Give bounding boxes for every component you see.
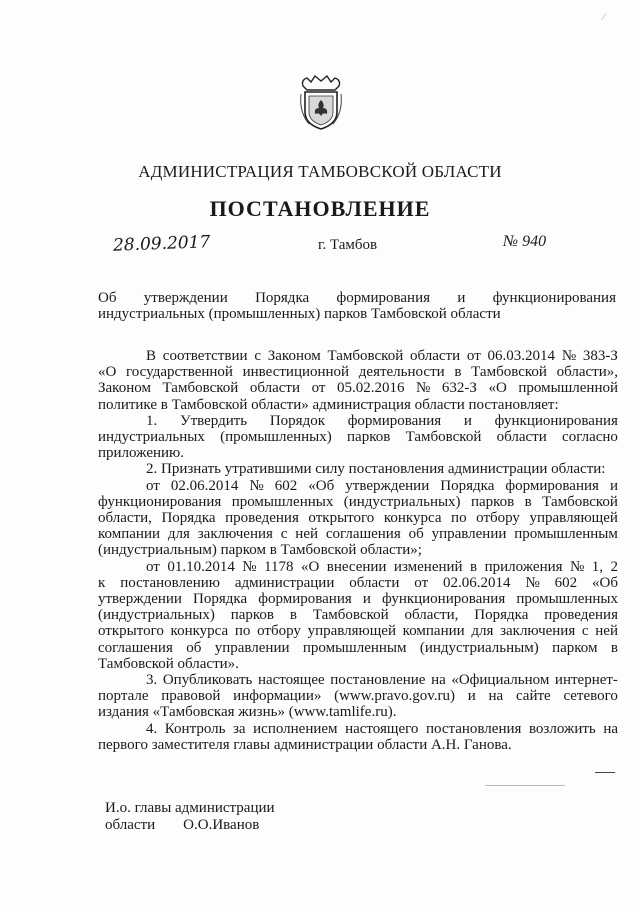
margin-mark: [595, 772, 615, 773]
body-line: В соответствии с Законом Тамбовской области от 06.03.2014 № 383-З: [146, 348, 618, 364]
body-line: 4. Контроль за исполнением настоящего постановления возложить на: [146, 720, 618, 737]
document-city: г. Тамбов: [318, 237, 378, 253]
body-line: первого заместителя главы администрации области А.Н. Ганова.: [98, 736, 512, 753]
body-line: (индустриальных) парков в Тамбовской области, Порядка проведения: [98, 607, 618, 624]
body-line: индустриальных (промышленных) парков Тамбовской области согласно: [98, 429, 618, 446]
scan-mark: ⁄: [603, 12, 605, 23]
subject-word: функционирования: [492, 290, 616, 306]
document-number: № 940: [503, 233, 547, 250]
body-line: утверждении Порядка формирования и функционирования промышленных: [98, 591, 618, 608]
subject-word: утверждении: [143, 290, 228, 306]
subject-word: Порядка: [255, 290, 310, 306]
subject-word: и: [457, 290, 466, 306]
body-line: портале правовой информации» (www.pravo.gov.ru) и на сайте сетевого: [98, 688, 618, 705]
signatory-title: И.о. главы администрации: [105, 800, 275, 816]
body-line: от 02.06.2014 № 602 «Об утверждении Порядка формирования и: [146, 477, 618, 494]
organization-name: АДМИНИСТРАЦИЯ ТАМБОВСКОЙ ОБЛАСТИ: [138, 162, 502, 181]
document-type: ПОСТАНОВЛЕНИЕ: [209, 196, 431, 221]
body-line: (индустриальным) парком в Тамбовской области»;: [98, 542, 422, 559]
body-line: к постановлению администрации области от 02.06.2014 № 602 «Об: [98, 574, 618, 591]
faint-rule: [485, 785, 565, 786]
signature-block: [105, 800, 275, 834]
document-subject: [98, 290, 616, 322]
body-line: издания «Тамбовская жизнь» (www.tamlife.ru).: [98, 704, 397, 721]
body-line: приложению.: [98, 445, 185, 462]
signatory-name: О.О.Иванов: [183, 817, 260, 833]
document-date: 28.09.2017: [112, 232, 211, 256]
subject-word: формирования: [336, 290, 431, 306]
body-line: 3. Опубликовать настоящее постановление на «Официальном интернет-: [146, 672, 618, 689]
body-line: Тамбовской области».: [98, 655, 239, 672]
subject-word: Об: [98, 290, 117, 306]
body-line: Законом Тамбовской области от 05.02.2016 № 632-З «О промышленной: [98, 380, 618, 397]
body-line: от 01.10.2014 № 1178 «О внесении изменений в приложения № 1, 2: [146, 558, 618, 575]
coat-of-arms-icon: [297, 72, 345, 132]
body-line: «О государственной инвестиционной деятельности в Тамбовской области»,: [98, 364, 618, 381]
body-line: политике в Тамбовской области» администрация области постановляет:: [98, 396, 559, 413]
body-line: функционирования промышленных (индустриальных) парков в Тамбовской: [98, 493, 618, 510]
body-line: соглашения об управлении промышленным (индустриальным) парком в: [98, 639, 618, 656]
body-line: компании для заключения с ней соглашения об управлении промышленным: [98, 526, 618, 543]
body-line: открытого конкурса по отбору управляющей компании для заключения с ней: [98, 623, 618, 640]
body-line: области, Порядка проведения открытого конкурса по отбору управляющей: [98, 510, 618, 527]
subject-line-2: индустриальных (промышленных) парков Тамбовской области: [98, 306, 501, 322]
signatory-title-cont: области: [105, 817, 156, 833]
body-line: 1. Утвердить Порядок формирования и функционирования: [146, 412, 618, 429]
body-line: 2. Признать утратившими силу постановления администрации области:: [146, 461, 606, 478]
document-body: [98, 348, 618, 753]
subject-line-1: [98, 290, 616, 306]
